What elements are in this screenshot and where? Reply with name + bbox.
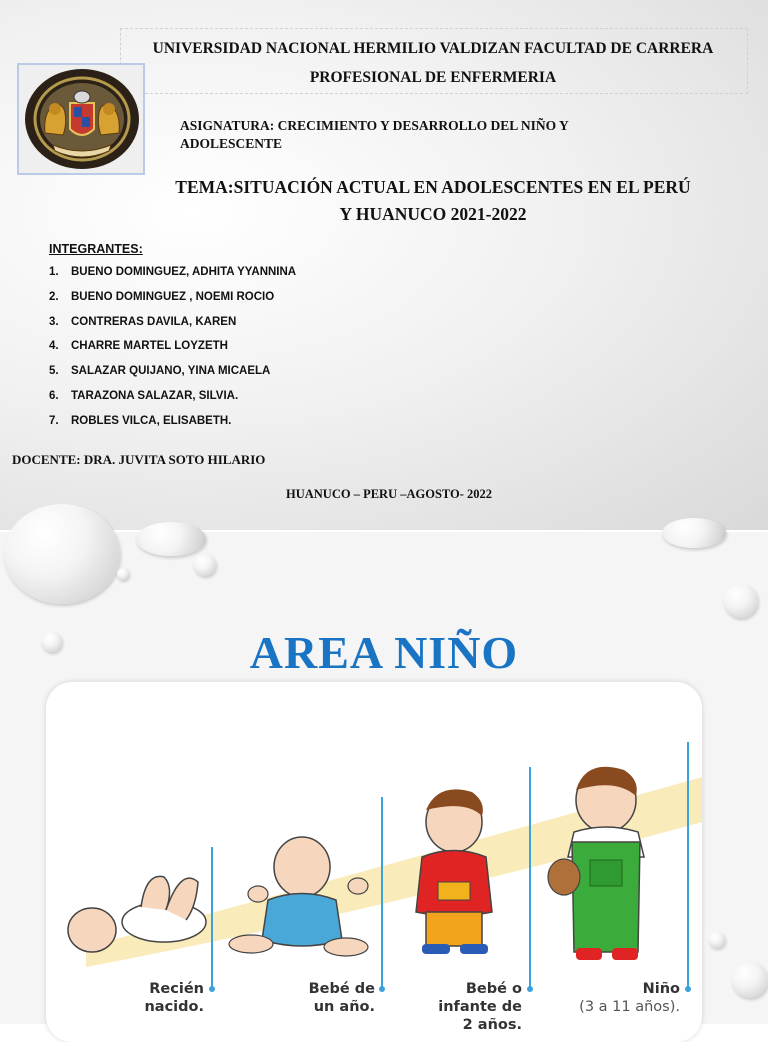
- member-number: 6.: [49, 389, 59, 402]
- member-number: 7.: [49, 414, 59, 427]
- water-drop-decoration: [136, 522, 206, 556]
- subject-heading: [180, 117, 650, 153]
- members-label: INTEGRANTES:: [49, 242, 143, 256]
- subject-line1: ASIGNATURA: CRECIMIENTO Y DESARROLLO DEL NIÑO Y: [180, 118, 569, 133]
- stage-label-line: Bebé o: [465, 981, 522, 997]
- member-number: 2.: [49, 290, 59, 303]
- member-item: [49, 266, 296, 291]
- timeline-marker-line: [211, 847, 213, 987]
- stage-label-line: 2 años.: [462, 1017, 522, 1033]
- teacher-name: DOCENTE: DRA. JUVITA SOTO HILARIO: [12, 452, 266, 467]
- stage-label-line: Niño: [642, 981, 680, 997]
- member-item: [49, 291, 296, 316]
- stage-label-line: infante de: [438, 999, 522, 1015]
- members-list: [49, 266, 296, 440]
- place-date: HUANUCO – PERU –AGOSTO- 2022: [286, 487, 493, 501]
- water-drop-decoration: [732, 962, 768, 998]
- topic-line1: TEMA:SITUACIÓN ACTUAL EN ADOLESCENTES EN EL PERÚ: [175, 177, 691, 197]
- member-name: SALAZAR QUIJANO, YINA MICAELA: [71, 365, 271, 378]
- topic-line2: Y HUANUCO 2021-2022: [339, 204, 527, 224]
- water-drop-decoration: [117, 568, 129, 580]
- university-seal-logo: [23, 67, 141, 171]
- stage-label-child: [552, 980, 680, 1016]
- timeline-marker-dot: [527, 986, 533, 992]
- slide-title: AREA NIÑO: [249, 627, 519, 678]
- toddler-illustration: [416, 789, 492, 954]
- member-number: 3.: [49, 315, 59, 328]
- water-drop-decoration: [662, 518, 726, 548]
- member-name: BUENO DOMINGUEZ, ADHITA YYANNINA: [71, 266, 297, 278]
- area-nino-slide: [0, 532, 768, 1033]
- stage-label-line: Bebé de: [308, 981, 375, 997]
- member-name: ROBLES VILCA, ELISABETH.: [71, 414, 232, 427]
- timeline-marker-line: [381, 797, 383, 987]
- water-drop-decoration: [709, 932, 725, 948]
- stage-label-newborn: [126, 980, 204, 1016]
- growth-stages-card: [46, 682, 702, 1042]
- member-number: 4.: [49, 340, 59, 353]
- water-drop-decoration: [194, 554, 216, 576]
- water-drop-decoration: [4, 504, 120, 604]
- stage-label-two-year: [412, 980, 522, 1034]
- member-item: [49, 390, 296, 415]
- stage-label-line: Recién: [149, 981, 204, 997]
- member-name: CONTRERAS DAVILA, KAREN: [71, 315, 237, 328]
- subject-line2: ADOLESCENTE: [180, 136, 283, 151]
- member-item: [49, 340, 296, 365]
- stage-label-line: (3 a 11 años).: [579, 999, 680, 1015]
- member-name: CHARRE MARTEL LOYZETH: [71, 340, 228, 353]
- member-name: TARAZONA SALAZAR, SILVIA.: [71, 389, 239, 402]
- stage-label-line: un año.: [313, 999, 375, 1015]
- stage-label-one-year: [282, 980, 375, 1016]
- member-number: 1.: [49, 266, 59, 278]
- timeline-marker-line: [529, 767, 531, 987]
- member-item: [49, 365, 296, 390]
- stage-label-line: nacido.: [144, 999, 204, 1015]
- topic-heading: [120, 174, 746, 228]
- timeline-marker-dot: [209, 986, 215, 992]
- member-name: BUENO DOMINGUEZ , NOEMI ROCIO: [71, 290, 275, 303]
- member-number: 5.: [49, 365, 59, 378]
- child-illustration: [548, 767, 644, 960]
- university-seal-frame: [17, 63, 145, 175]
- member-item: [49, 316, 296, 341]
- timeline-marker-dot: [379, 986, 385, 992]
- university-name-line1: UNIVERSIDAD NACIONAL HERMILIO VALDIZAN FACULTAD DE CARRERA: [152, 40, 714, 57]
- university-name-line2: PROFESIONAL DE ENFERMERIA: [309, 69, 557, 86]
- timeline-marker-dot: [685, 986, 691, 992]
- water-drop-decoration: [724, 584, 758, 618]
- timeline-marker-line: [687, 742, 689, 987]
- member-item: [49, 415, 296, 440]
